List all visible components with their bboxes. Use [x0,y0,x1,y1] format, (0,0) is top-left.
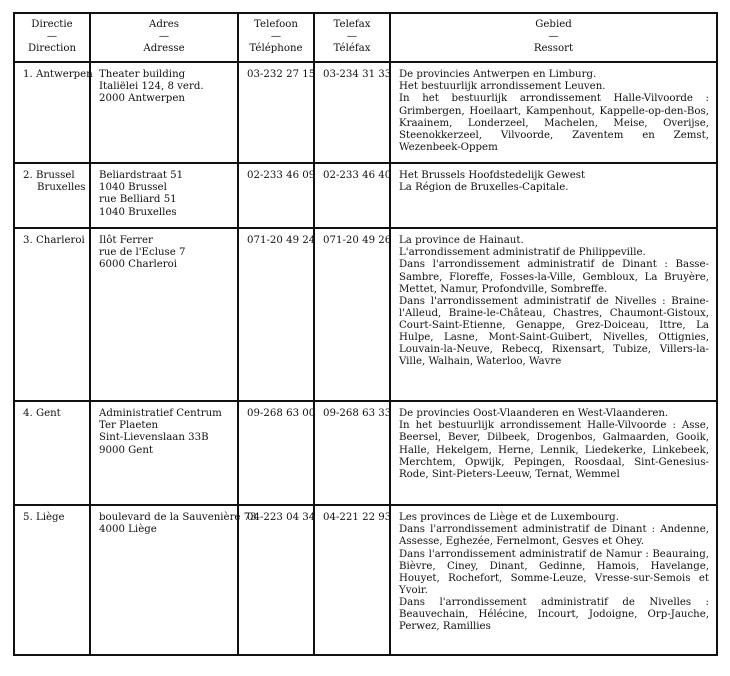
gebied-paragraph: In het bestuurlijk arrondissement Halle-Vilvoorde : Asse, Beersel, Bever, Dilbeek, Drogenbos, Galmaarden, Gooik, Halle, Hekelgem, Herne, Lennik, Liedekerke, Linkebeek, Merchtem, Opwijk, Pepingen, Roosdaal, Sint-Genesius-Rode, Sint-Pieters-Leeuw, Ternat, Wemmel [399,420,709,480]
telefoon-cell [238,401,314,505]
header-dash: — [270,31,282,43]
header-nl-label: Directie [31,19,73,30]
telefoon-cell [238,163,314,228]
table-row [14,401,717,505]
telefoon-value: 04-223 04 34 [247,512,316,524]
telefoon-value: 03-232 27 15 [247,69,316,81]
adres-line: Ilôt Ferrer [99,235,153,247]
header-directie [14,13,90,62]
adres-line: Italiëlei 124, 8 verd. [99,81,204,93]
header-dash: — [46,31,58,43]
telefoon-cell [238,62,314,163]
directie-cell [14,505,90,655]
header-fr-label: Direction [27,43,77,55]
adres-line: Beliardstraat 51 [99,170,184,182]
gebied-cell [390,505,717,655]
gebied-paragraph: L'arrondissement administratif de Philippeville. [399,247,646,259]
directie-line: 5. Liège [23,512,65,524]
adres-line: rue de l'Ecluse 7 [99,247,186,259]
gebied-paragraph: Les provinces de Liège et de Luxembourg. [399,512,619,524]
adres-cell [90,401,238,505]
gebied-cell [390,228,717,401]
table-row [14,228,717,401]
header-nl-label: Telefax [333,19,371,30]
header-adres [90,13,238,62]
telefoon-cell [238,228,314,401]
header-row [14,13,717,62]
telefax-cell [314,505,390,655]
directie-line: 1. Antwerpen [23,69,93,81]
gebied-paragraph: La Région de Bruxelles-Capitale. [399,182,569,194]
gebied-cell [390,163,717,228]
table-row [14,62,717,163]
gebied-cell [390,401,717,505]
header-fr-label: Téléfax [333,43,371,55]
adres-line: 6000 Charleroi [99,259,178,271]
gebied-paragraph: Het bestuurlijk arrondissement Leuven. [399,81,606,93]
telefax-cell [314,228,390,401]
telefax-cell [314,62,390,163]
adres-cell [90,228,238,401]
gebied-paragraph: Dans l'arrondissement administratif de Dinant : Andenne, Assesse, Eghezée, Fernelmont, Gesves et Ohey. [399,524,709,548]
header-nl-label: Adres [148,19,179,30]
telefax-cell [314,401,390,505]
adres-cell [90,505,257,655]
adres-line: Ter Plaeten [99,420,159,432]
table-row [14,163,717,228]
header-telefax [314,13,390,62]
telefax-value: 071-20 49 26 [323,235,392,247]
header-fr-label: Adresse [143,43,185,55]
gebied-paragraph: De provincies Antwerpen en Limburg. [399,69,597,81]
header-telefoon [238,13,314,62]
adres-line: 4000 Liège [99,524,157,536]
adres-cell [90,62,238,163]
adres-cell [90,163,238,228]
directions-table-wrapper [13,12,718,656]
adres-line: rue Belliard 51 [99,194,177,206]
telefoon-value: 09-268 63 00 [247,408,316,420]
gebied-cell [390,62,717,163]
directie-cell [14,401,90,505]
telefax-value: 02-233 46 40 [323,170,392,182]
directie-line: 3. Charleroi [23,235,85,247]
header-dash: — [158,31,170,43]
header-dash: — [346,31,358,43]
gebied-paragraph: Dans l'arrondissement administratif de Nivelles : Beauvechain, Hélécine, Incourt, Jodoigne, Orp-Jauche, Perwez, Ramillies [399,596,709,633]
adres-line: 2000 Antwerpen [99,93,185,105]
table-row [14,505,717,655]
adres-line: 1040 Brussel [99,182,167,194]
adres-line: Sint-Lievenslaan 33B [99,432,209,444]
directie-line: Bruxelles [37,182,86,194]
directie-line: 2. Brussel [23,170,75,182]
gebied-paragraph: Dans l'arrondissement administratif de Namur : Beauraing, Bièvre, Ciney, Dinant, Gedinne, Hamois, Havelange, Houyet, Rochefort, Somme-Leuze, Vresse-sur-Semois et Yvoir. [399,548,709,596]
directions-table [13,12,718,656]
gebied-paragraph: Dans l'arrondissement administratif de Nivelles : Braine-l'Alleud, Braine-le-Château, Chastres, Chaumont-Gistoux, Court-Saint-Etienne, Genappe, Grez-Doiceau, Ittre, La Hulpe, Lasne, Mont-Saint-Guibert, Nivelles, Ottignies, Louvain-la-Neuve, Rebecq, Rixensart, Tubize, Villers-la-Ville, Walhain, Waterloo, Wavre [399,295,709,368]
gebied-paragraph: In het bestuurlijk arrondissement Halle-Vilvoorde : Grimbergen, Hoeilaart, Kampenhout, Kappelle-op-den-Bos, Kraainem, Londerzeel, Machelen, Meise, Overijse, Steenokkerzeel, Vilvoorde, Zaventem en Zemst, Wezenbeek-Oppem [399,93,709,153]
adres-line: 9000 Gent [99,444,153,456]
gebied-paragraph: La province de Hainaut. [399,235,524,247]
header-fr-label: Ressort [533,43,574,55]
gebied-paragraph: Dans l'arrondissement administratif de Dinant : Basse-Sambre, Floreffe, Fosses-la-Ville, Gembloux, La Bruyère, Mettet, Namur, Profondville, Sombreffe. [399,259,709,295]
telefoon-cell [238,505,314,655]
adres-line: Theater building [99,69,186,81]
adres-line: boulevard de la Sauvenière 73 [99,512,257,524]
header-nl-label: Gebied [535,19,572,30]
telefoon-value: 02-233 46 09 [247,170,316,182]
directie-cell [14,62,93,163]
telefax-cell [314,163,390,228]
header-fr-label: Téléphone [249,43,303,55]
directie-cell [14,228,90,401]
gebied-paragraph: Het Brussels Hoofdstedelijk Gewest [399,170,586,182]
header-nl-label: Telefoon [254,19,298,30]
adres-line: 1040 Bruxelles [99,206,177,218]
telefax-value: 03-234 31 33 [323,69,392,81]
telefoon-value: 071-20 49 24 [247,235,316,247]
header-gebied [390,13,717,62]
telefax-value: 09-268 63 33 [323,408,392,420]
directie-cell [14,163,90,228]
directie-line: 4. Gent [23,408,61,420]
gebied-paragraph: De provincies Oost-Vlaanderen en West-Vlaanderen. [399,408,669,420]
adres-line: Administratief Centrum [99,408,222,420]
telefax-value: 04-221 22 93 [323,512,392,524]
header-dash: — [548,31,559,43]
